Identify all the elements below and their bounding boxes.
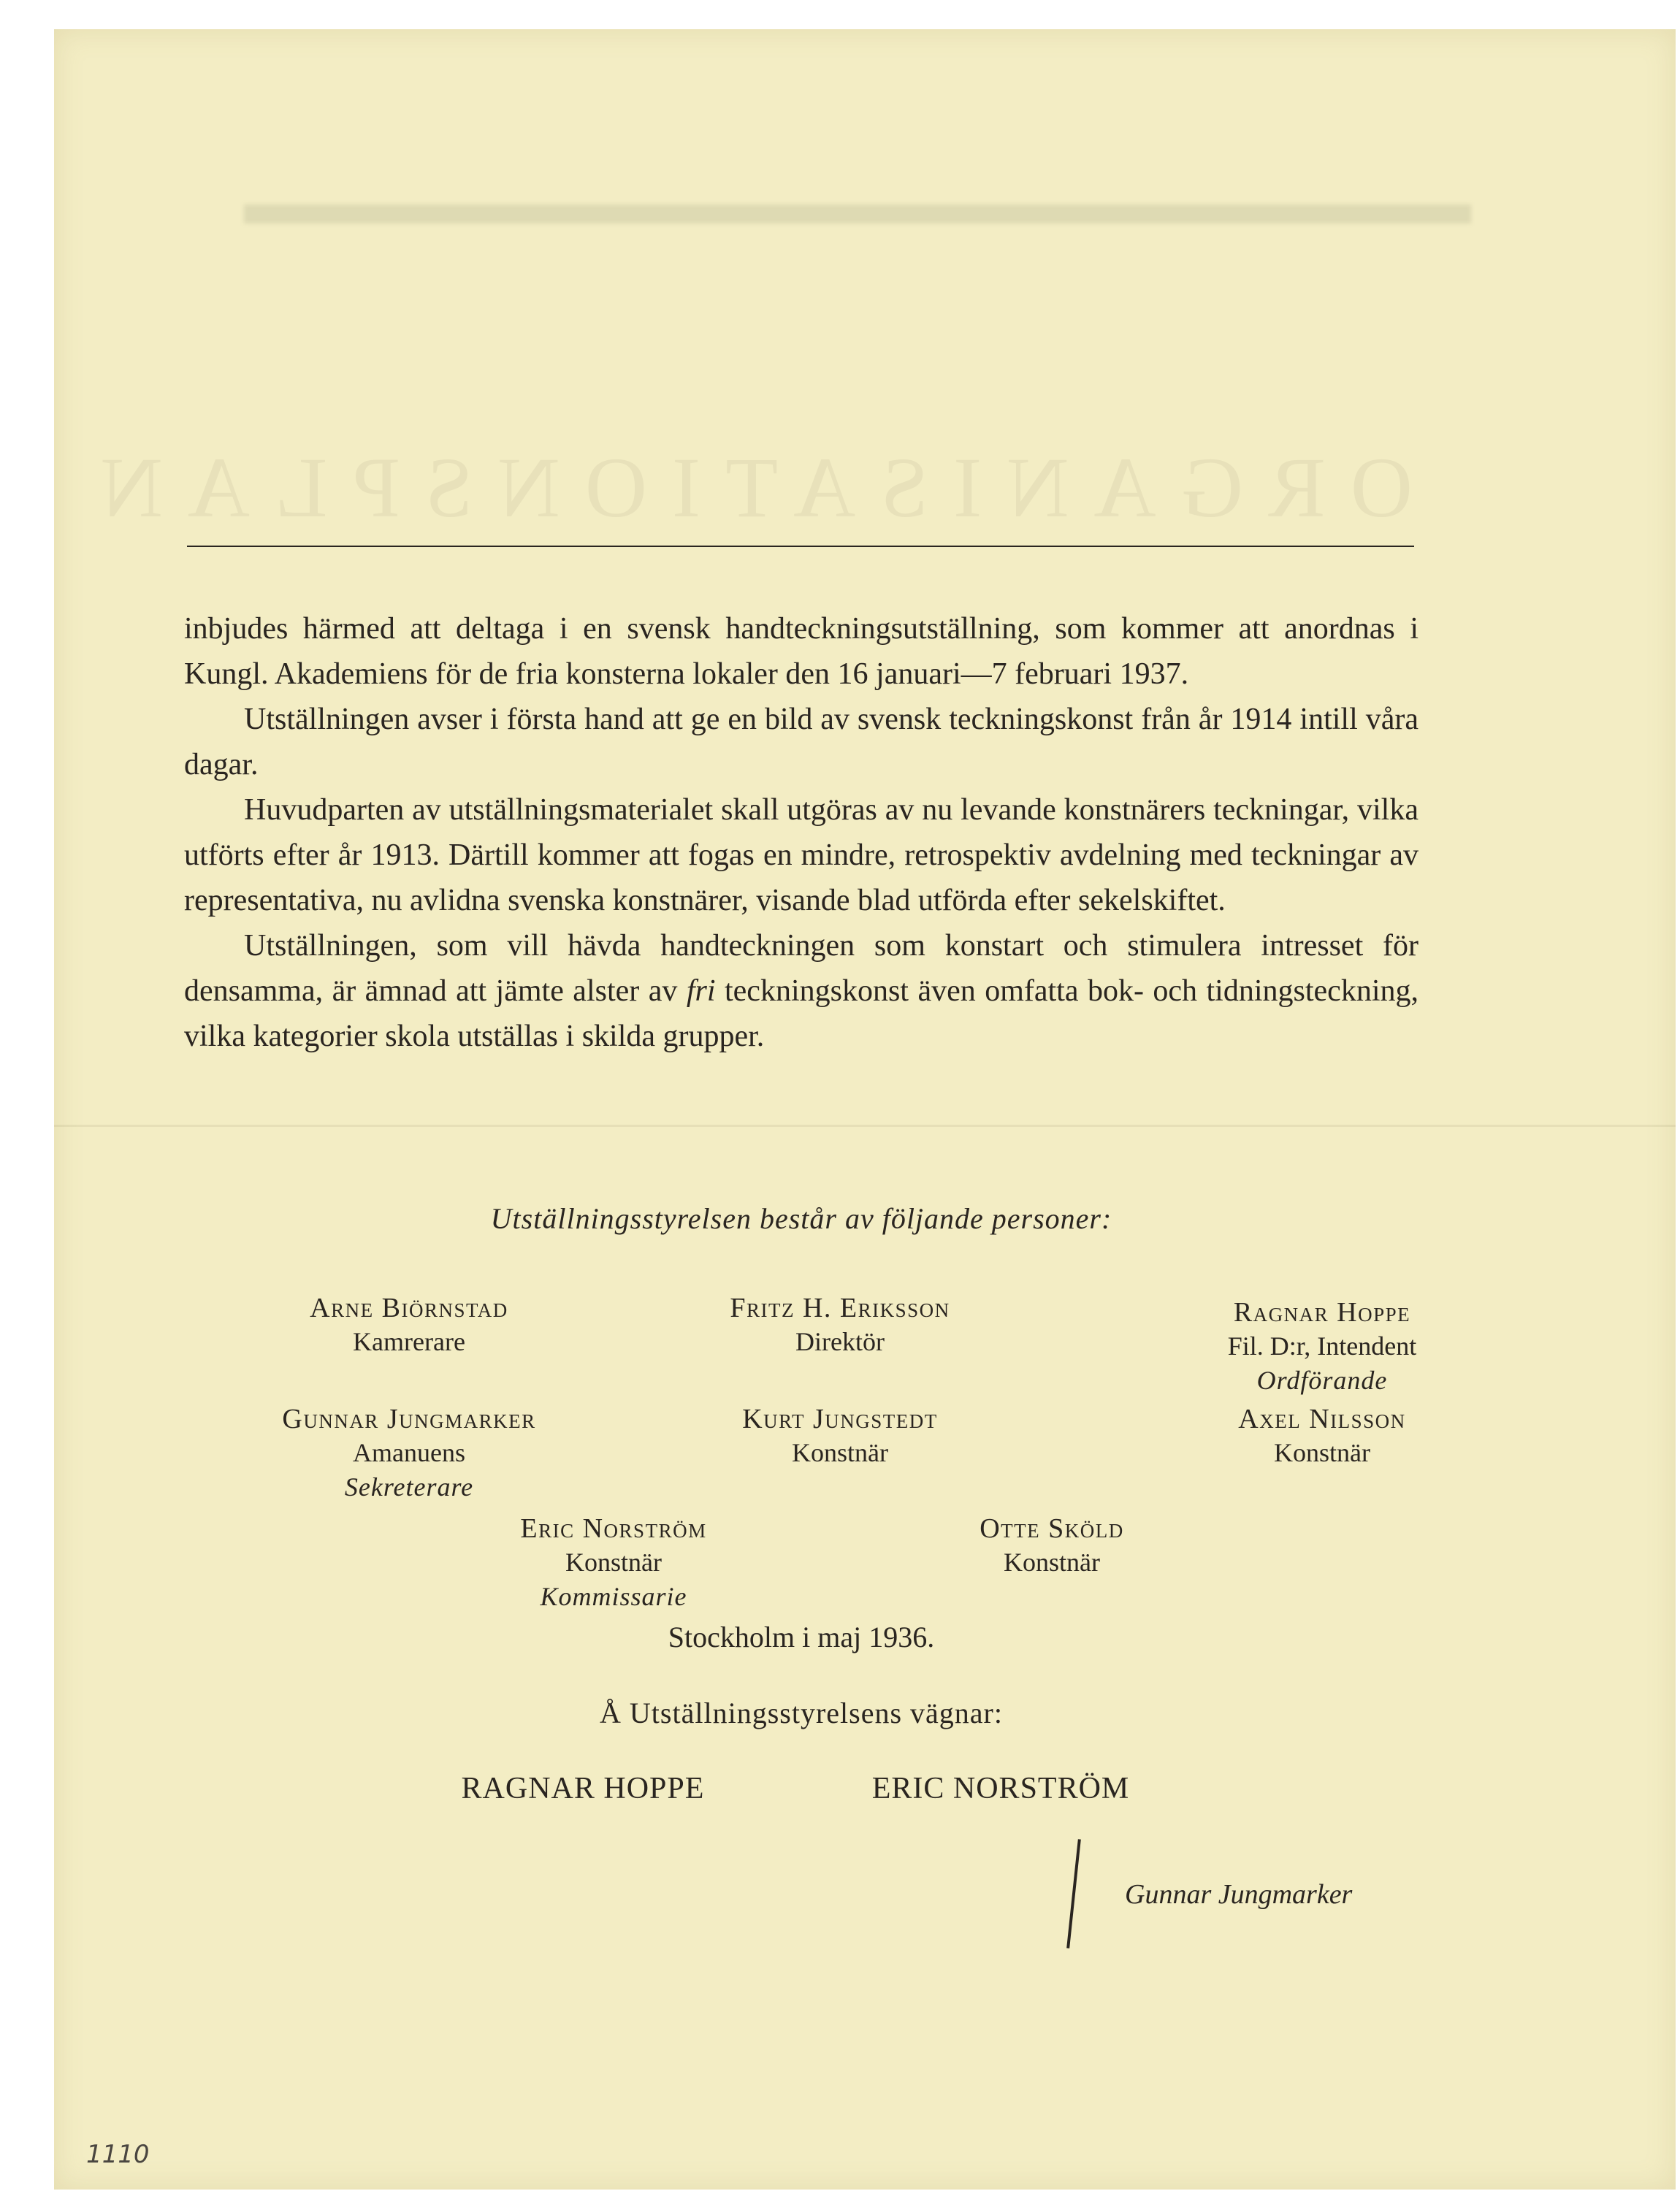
board-member: [650, 1402, 1030, 1469]
show-through-text: ORGANISATIONSPLAN: [75, 440, 1413, 535]
letter-body: [184, 606, 1419, 1059]
paragraph-3: Huvudparten av utställningsmaterialet skall utgöras av nu levande konstnärers teckningar, vilka utförts efter år 1913. Därtill kommer att fogas en mindre, retrospektiv avdelning med teckningar av representativa, nu avlidna svenska konstnärer, visande blad utförda efter sekelskiftet.: [184, 793, 1419, 917]
member-title: Konstnär: [1274, 1438, 1370, 1467]
member-name: Otte Sköld: [980, 1513, 1124, 1544]
member-title: Kamrerare: [353, 1327, 465, 1356]
member-title: Konstnär: [565, 1548, 662, 1577]
board-member: [424, 1512, 803, 1614]
emphasis-word: fri: [686, 974, 716, 1008]
member-name: Axel Nilsson: [1238, 1404, 1406, 1434]
fold-crease: [54, 1125, 1676, 1127]
board-heading: Utställningsstyrelsen består av följande personer:: [490, 1202, 1112, 1235]
show-through-band: [244, 204, 1471, 223]
board-member: [1132, 1402, 1512, 1469]
paragraph-4: [184, 923, 1419, 1059]
board-member: [219, 1291, 599, 1358]
handwritten-signature: Gunnar Jungmarker: [1125, 1879, 1353, 1910]
paragraph-4-end: teckningskonst även omfatta bok- och tidningsteckning, vilka kategorier skola utställas i skilda grupper.: [184, 974, 1419, 1053]
top-rule: [187, 546, 1414, 547]
member-title: Konstnär: [1004, 1548, 1100, 1577]
member-title: Amanuens: [353, 1438, 465, 1467]
member-role: Ordförande: [1256, 1366, 1388, 1395]
member-title: Fil. D:r, Intendent: [1227, 1331, 1417, 1361]
member-title: Konstnär: [792, 1438, 888, 1467]
board-member: [862, 1512, 1242, 1579]
paper-sheet: [54, 29, 1676, 2190]
member-title: Direktör: [795, 1327, 885, 1356]
member-name: Gunnar Jungmarker: [282, 1404, 536, 1434]
member-name: Kurt Jungstedt: [742, 1404, 938, 1434]
paragraph-2: Utställningen avser i första hand att ge en bild av svensk teckningskonst från år 1914 intill våra dagar.: [184, 703, 1419, 781]
on-behalf-line: Å Utställningsstyrelsens vägnar:: [600, 1697, 1003, 1729]
signatory-name: ERIC NORSTRÖM: [871, 1772, 1130, 1805]
member-role: Kommissarie: [540, 1582, 687, 1611]
member-name: Arne Biörnstad: [310, 1293, 508, 1323]
paragraph-1: inbjudes härmed att deltaga i en svensk handteckningsutställning, som kommer att anordnas i Kungl. Akademiens för de fria konsterna lokaler den 16 januari—7 februari 1937.: [184, 612, 1419, 691]
board-member: [219, 1402, 599, 1504]
paragraph-4-start: Utställningen, som vill hävda handteckningen som konstart och stimulera intresset för densamma, är ämnad att jämte alster av: [184, 929, 1419, 1008]
board-member: [650, 1291, 1030, 1358]
member-name: Eric Norström: [520, 1513, 707, 1544]
member-name: Fritz H. Eriksson: [730, 1293, 950, 1323]
place-date: Stockholm i maj 1936.: [668, 1621, 935, 1653]
member-name: Ragnar Hoppe: [1233, 1297, 1411, 1328]
pencil-note: 1110: [86, 2140, 150, 2169]
signatory-name: RAGNAR HOPPE: [461, 1772, 705, 1805]
board-member: [1132, 1296, 1512, 1398]
member-role: Sekreterare: [344, 1472, 474, 1502]
